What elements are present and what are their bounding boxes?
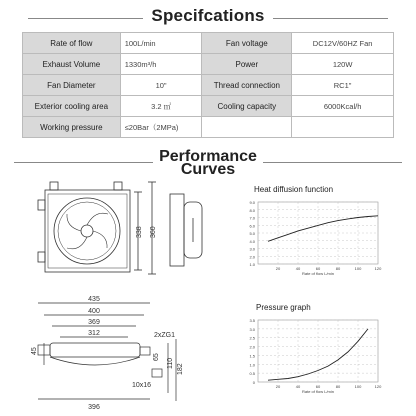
table-row xyxy=(23,117,394,138)
y-tick-label: 0.5 xyxy=(249,371,255,377)
y-tick-label: 8.0 xyxy=(249,207,255,213)
x-tick-label: 60 xyxy=(315,266,321,271)
x-tick-label: 20 xyxy=(275,384,281,389)
y-tick-label: 3.5 xyxy=(249,318,255,323)
y-tick-label: 4.0 xyxy=(249,238,255,244)
y-tick-label: 6.0 xyxy=(249,223,255,229)
perf-title-line2: Curves xyxy=(180,161,236,178)
x-tick-label: 60 xyxy=(315,384,321,389)
top-view-drawing xyxy=(30,295,220,413)
dim-338: 338 xyxy=(136,226,143,238)
spec-value: 6000Kcal/h xyxy=(292,96,394,117)
x-axis-label: Rate of flow L/min xyxy=(301,389,335,394)
y-tick-label: 1.0 xyxy=(249,262,255,267)
empty-cell xyxy=(202,117,292,138)
x-axis-label: Rate of flow L/min xyxy=(301,271,335,276)
spec-value: RC1" xyxy=(292,75,394,96)
spec-label: Rate of flow xyxy=(23,33,121,54)
spec-label: Power xyxy=(202,54,292,75)
port-right xyxy=(140,347,150,355)
fan-ring xyxy=(54,198,120,264)
spec-value: 1330m³/h xyxy=(120,54,202,75)
section-title: Specifcations xyxy=(143,6,272,26)
radiator-top xyxy=(50,343,140,357)
y-tick-label: 7.0 xyxy=(249,215,255,221)
fan-shroud xyxy=(50,357,140,365)
heat-diffusion-chart xyxy=(236,196,386,280)
dim-400: 400 xyxy=(88,308,100,315)
x-tick-label: 100 xyxy=(354,266,362,271)
empty-cell xyxy=(292,117,394,138)
spec-value: 120W xyxy=(292,54,394,75)
y-tick-label: 3.0 xyxy=(249,246,255,252)
y-tick-label: 3.0 xyxy=(249,326,255,332)
dim-312: 312 xyxy=(88,330,100,337)
table-row xyxy=(23,54,394,75)
perf-title-line1: Performance xyxy=(159,148,257,165)
dim-182: 182 xyxy=(177,363,184,375)
dim-360: 360 xyxy=(150,226,157,238)
specifications-header xyxy=(0,6,416,26)
mount-bracket xyxy=(50,182,58,190)
dim-110: 110 xyxy=(167,357,174,369)
label-2xzg1: 2xZG1 xyxy=(154,332,176,339)
dim-435: 435 xyxy=(88,296,100,303)
chart-title: Heat diffusion function xyxy=(254,185,334,194)
x-tick-label: 80 xyxy=(335,266,341,271)
spec-value: DC12V/60HZ Fan xyxy=(292,33,394,54)
y-tick-label: 9.0 xyxy=(249,200,255,205)
spec-label: Working pressure xyxy=(23,117,121,138)
y-tick-label: 1.0 xyxy=(249,362,255,368)
spec-label: Thread connection xyxy=(202,75,292,96)
spec-value: ≤20Bar（2MPa) xyxy=(120,117,202,138)
front-side-drawing xyxy=(30,180,220,280)
spec-value: 3.2 ㎡ xyxy=(120,96,202,117)
spec-label: Exhaust Volume xyxy=(23,54,121,75)
table-row xyxy=(23,75,394,96)
y-tick-label: 2.0 xyxy=(249,344,255,350)
y-tick-label: 5.0 xyxy=(249,231,255,236)
chart-title: Pressure graph xyxy=(256,303,311,312)
side-view-body xyxy=(170,194,184,266)
x-tick-label: 40 xyxy=(295,384,301,389)
table-row xyxy=(23,33,394,54)
mount-bracket xyxy=(114,182,122,190)
spec-label: Fan voltage xyxy=(202,33,292,54)
spec-label: Fan Diameter xyxy=(23,75,121,96)
spec-value: 10" xyxy=(120,75,202,96)
dim-369: 369 xyxy=(88,319,100,326)
x-tick-label: 80 xyxy=(335,384,341,389)
y-tick-label: 2.0 xyxy=(249,254,255,260)
y-tick-label: 2.5 xyxy=(249,335,255,341)
spec-table xyxy=(22,32,394,138)
x-tick-label: 120 xyxy=(374,384,382,389)
table-row xyxy=(23,96,394,117)
y-tick-label: 0 xyxy=(252,380,255,385)
dim-45: 45 xyxy=(31,347,38,355)
spec-label: Exterior cooling area xyxy=(23,96,121,117)
fan-hub xyxy=(81,225,93,237)
inlet-port xyxy=(38,200,45,210)
x-tick-label: 20 xyxy=(275,266,281,271)
spec-value: 100L/min xyxy=(120,33,202,54)
x-tick-label: 100 xyxy=(354,384,362,389)
x-tick-label: 120 xyxy=(374,266,382,271)
dim-396: 396 xyxy=(88,404,100,411)
dim-65: 65 xyxy=(153,353,160,361)
pressure-chart xyxy=(236,314,386,398)
outlet-port xyxy=(38,252,45,262)
y-tick-label: 1.5 xyxy=(249,353,255,359)
x-tick-label: 40 xyxy=(295,266,301,271)
spec-label: Cooling capacity xyxy=(202,96,292,117)
label-10x16: 10x16 xyxy=(132,382,152,389)
performance-header xyxy=(0,150,416,176)
